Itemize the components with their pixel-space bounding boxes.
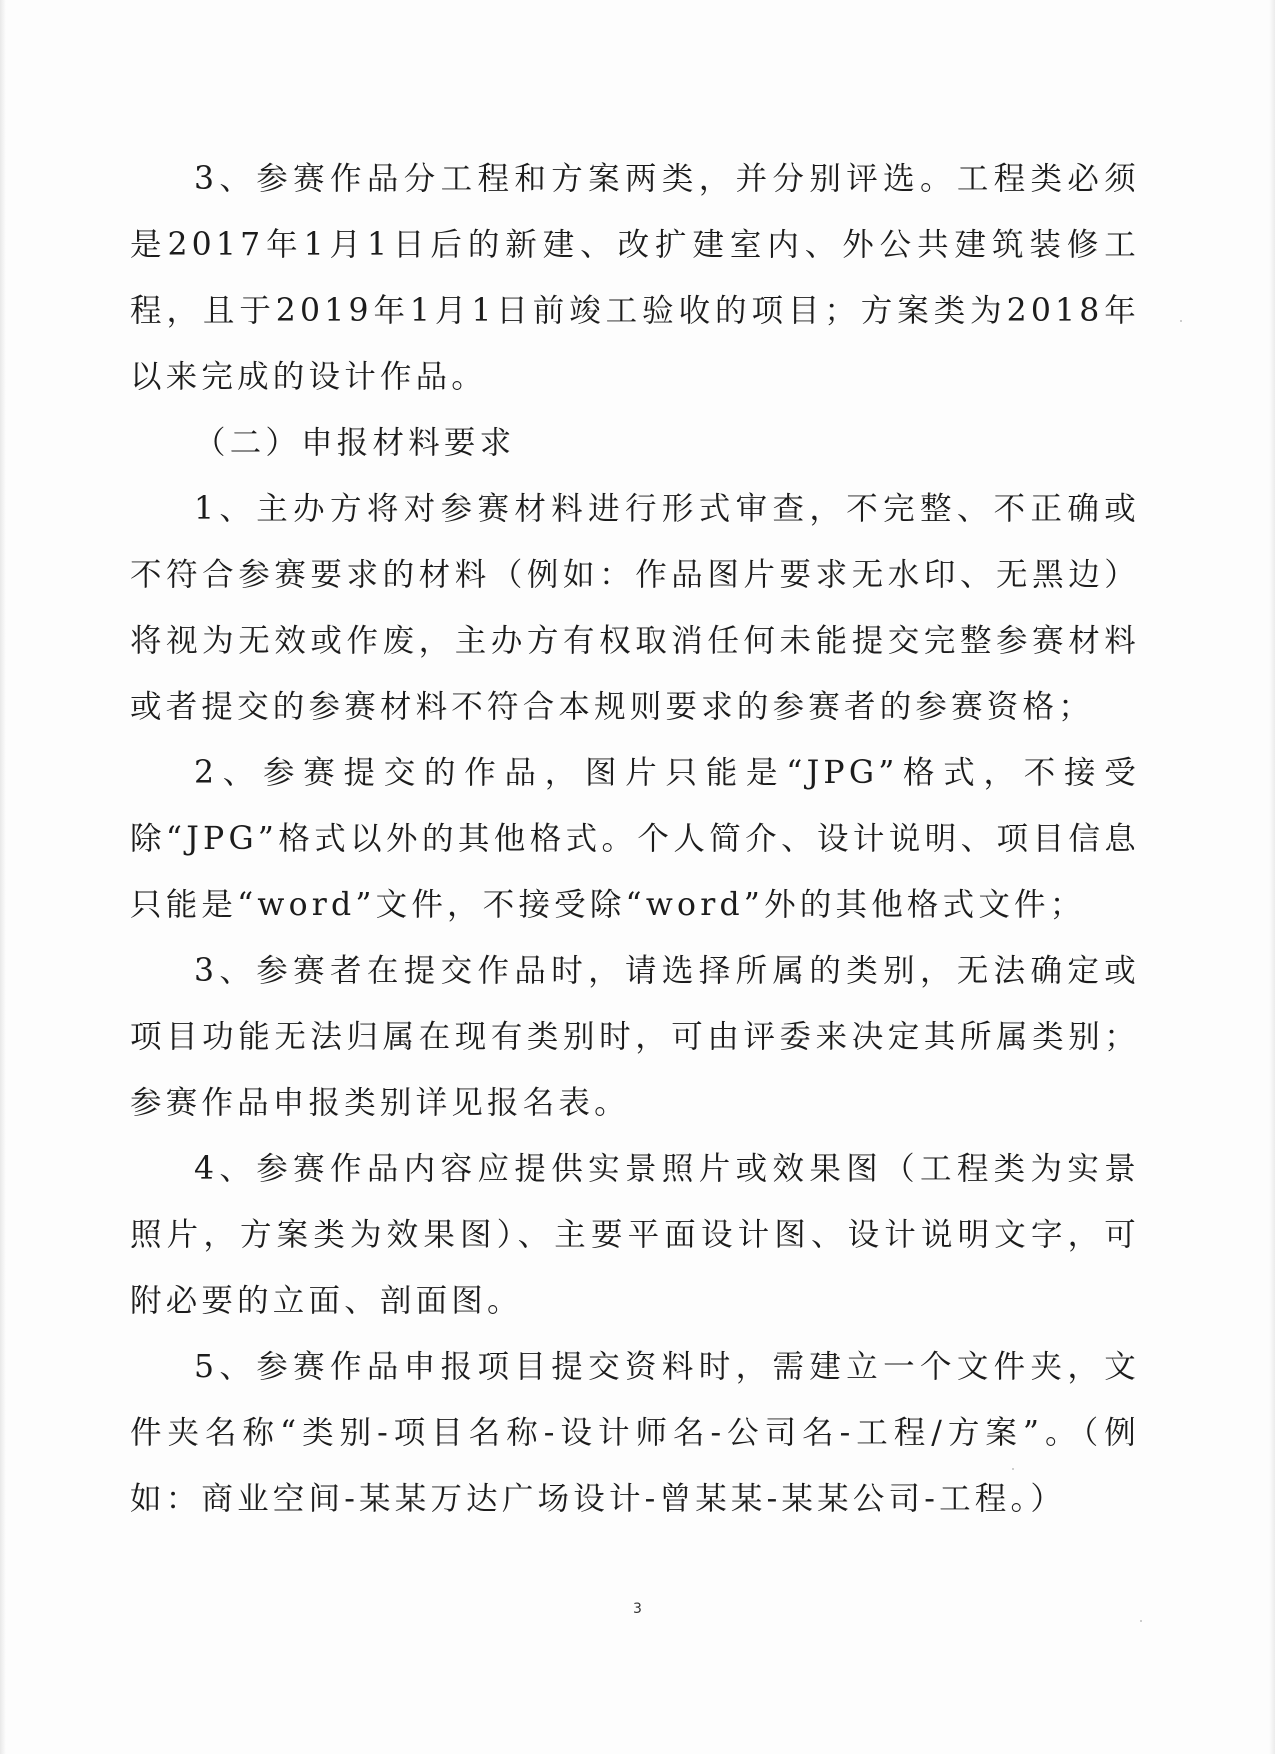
section-heading-materials: （二）申报材料要求 <box>194 425 516 461</box>
scan-speck <box>1140 1620 1142 1622</box>
scan-speck <box>1180 320 1182 322</box>
paragraph-review: 1、主办方将对参赛材料进行形式审查，不完整、不正确或不符合参赛要求的材料（例如：作品图片要求无水印、无黑边）将视为无效或作废，主办方有权取消任何未能提交完整参赛材料或者提交的参赛材料不符合本规则要求的参赛者的参赛资格； <box>130 491 1140 725</box>
document-body <box>130 146 1140 1532</box>
paragraph-eligibility: 3、参赛作品分工程和方案两类，并分别评选。工程类必须是2017年1月1日后的新建、改扩建室内、外公共建筑装修工程，且于2019年1月1日前竣工验收的项目；方案类为2018年以来完成的设计作品。 <box>130 161 1140 395</box>
page-number: 3 <box>633 1601 642 1617</box>
scan-edge-left <box>0 0 6 1754</box>
paragraph-content: 4、参赛作品内容应提供实景照片或效果图（工程类为实景照片，方案类为效果图）、主要平面设计图、设计说明文字，可附必要的立面、剖面图。 <box>130 1151 1140 1319</box>
scan-speck <box>1012 1468 1014 1470</box>
paragraph-file-format: 2、参赛提交的作品，图片只能是“JPG”格式，不接受除“JPG”格式以外的其他格式。个人简介、设计说明、项目信息只能是“word”文件，不接受除“word”外的其他格式文件； <box>130 755 1140 923</box>
scan-edge-right <box>1269 0 1275 1754</box>
paragraph-folder-naming: 5、参赛作品申报项目提交资料时，需建立一个文件夹，文件夹名称“类别-项目名称-设计师名-公司名-工程/方案”。（例如：商业空间-某某万达广场设计-曾某某-某某公司-工程。） <box>130 1349 1140 1517</box>
paragraph-category: 3、参赛者在提交作品时，请选择所属的类别，无法确定或项目功能无法归属在现有类别时，可由评委来决定其所属类别；参赛作品申报类别详见报名表。 <box>130 953 1140 1121</box>
